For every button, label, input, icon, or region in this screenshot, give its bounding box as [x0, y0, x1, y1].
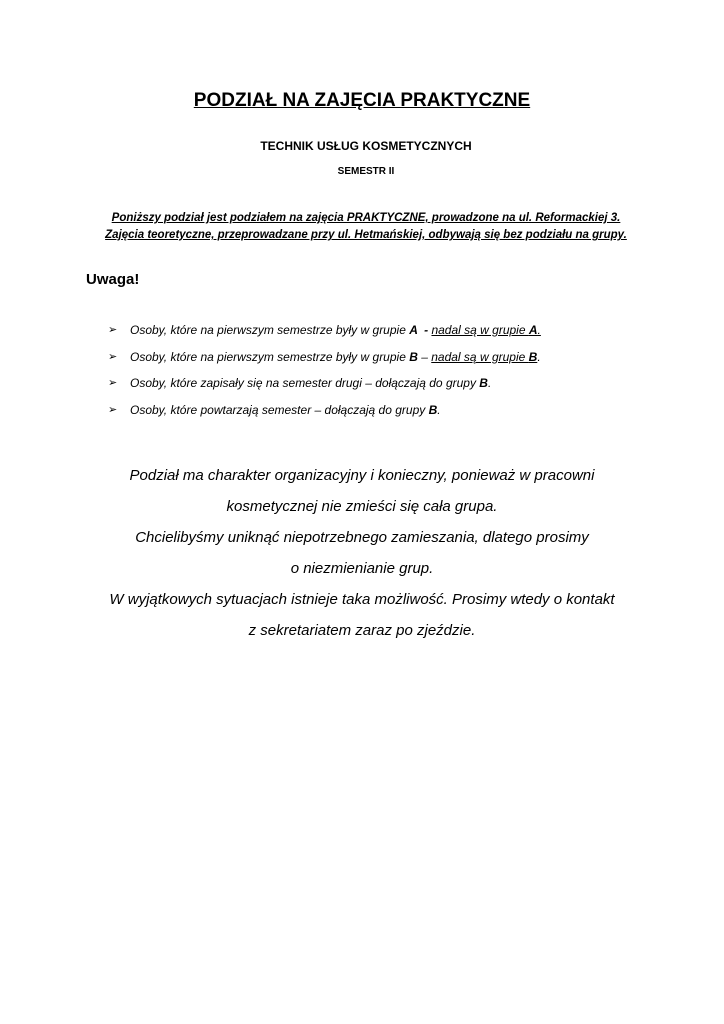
bullet-end: . [537, 323, 541, 337]
bullet-text: Osoby, które powtarzają semester – dołączają do grupy [130, 402, 429, 417]
body-line: z sekretariatem zaraz po zjeździe. [248, 622, 476, 639]
semester-label: SEMESTR II [337, 166, 395, 177]
group-label: B [428, 402, 438, 417]
bullet-text: Osoby, które na pierwszym semestrze były w grupie [130, 323, 410, 337]
bullet-list [108, 323, 668, 429]
group-label: A [528, 323, 538, 337]
bullet-text: Osoby, które zapisały się na semester drugi – dołączają do grupy [130, 376, 480, 390]
intro-note [60, 210, 672, 244]
body-paragraph [40, 467, 684, 653]
bullet-end: . [437, 402, 441, 417]
notice-heading: Uwaga! [86, 271, 140, 288]
group-label: B [528, 349, 538, 364]
arrow-bullet-icon: ➢ [108, 324, 118, 336]
group-label: B [409, 349, 418, 364]
list-item [108, 350, 668, 377]
list-item [108, 403, 668, 430]
intro-line: Zajęcia teoretyczne, przeprowadzane przy ul. Hetmańskiej, odbywają się bez podziału na grupy. [105, 229, 627, 241]
separator: - [417, 323, 432, 337]
body-line: Chcielibyśmy uniknąć niepotrzebnego zamieszania, dlatego prosimy [135, 529, 589, 546]
bullet-end: . [487, 376, 492, 390]
bullet-end: . [537, 349, 541, 364]
intro-line: Poniższy podział jest podziałem na zajęcia PRAKTYCZNE, prowadzone na ul. Reformackiej 3. [111, 212, 621, 224]
page-title: PODZIAŁ NA ZAJĘCIA PRAKTYCZNE [193, 90, 531, 111]
arrow-bullet-icon: ➢ [108, 350, 118, 363]
bullet-text: Osoby, które na pierwszym semestrze były w grupie [130, 349, 410, 364]
group-label: B [479, 376, 488, 390]
arrow-bullet-icon: ➢ [108, 377, 118, 389]
separator: – [417, 349, 432, 364]
group-label: A [409, 323, 418, 337]
body-line: Podział ma charakter organizacyjny i konieczny, ponieważ w pracowni [129, 467, 595, 484]
body-line: o niezmienianie grup. [290, 560, 434, 577]
body-line: W wyjątkowych sytuacjach istnieje taka możliwość. Prosimy wtedy o kontakt [109, 591, 615, 608]
list-item [108, 376, 668, 403]
bullet-text-underlined: nadal są w grupie [431, 349, 529, 364]
page-subtitle: TECHNIK USŁUG KOSMETYCZNYCH [260, 139, 472, 153]
list-item [108, 323, 668, 350]
body-line: kosmetycznej nie zmieści się cała grupa. [226, 498, 498, 515]
bullet-text-underlined: nadal są w grupie [431, 323, 529, 337]
arrow-bullet-icon: ➢ [108, 403, 118, 416]
